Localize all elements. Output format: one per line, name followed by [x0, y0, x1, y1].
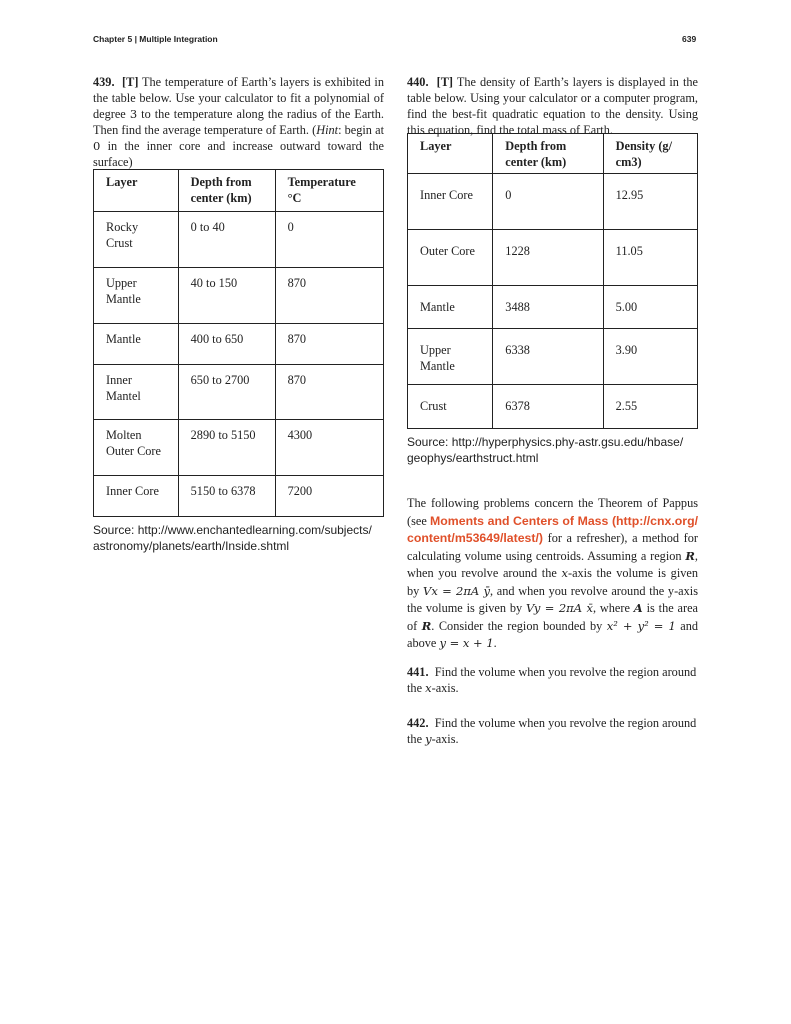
table-cell: Outer Core [408, 230, 493, 286]
table-cell: 0 [275, 212, 383, 268]
table-row [408, 286, 698, 329]
table-cell: 870 [275, 324, 383, 365]
chapter-header: Chapter 5 | Multiple Integration [93, 34, 218, 44]
exercise-440 [407, 74, 698, 138]
table-row [94, 268, 384, 324]
hint: Hint [316, 123, 339, 137]
source-440: Source: http://hyperphysics.phy-astr.gsu.edu/hbase/ geophys/earthstruct.html [407, 435, 684, 465]
table-cell: Inner Core [94, 476, 179, 517]
table-cell: 2890 to 5150 [178, 420, 275, 476]
exercise-number: 442. [407, 716, 429, 730]
table-cell: Molten Outer Core [94, 420, 179, 476]
table-cell: 6338 [493, 329, 603, 385]
table-cell: Upper Mantle [94, 268, 179, 324]
moments-link[interactable]: Moments and Centers of Mass (http://cnx.org/ content/m53649/latest/) [407, 513, 699, 545]
text: Find the volume when you revolve the region around the [407, 665, 697, 695]
table-cell: Crust [408, 385, 493, 429]
math: 0 [93, 139, 101, 153]
text: -axis. [431, 681, 459, 695]
table-cell: Inner Core [408, 174, 493, 230]
temperature-table [93, 169, 384, 517]
table-cell: Mantle [408, 286, 493, 329]
math: x [425, 681, 432, 695]
table-cell: Inner Mantel [94, 365, 179, 420]
page-number: 639 [682, 34, 697, 44]
table-cell: 40 to 150 [178, 268, 275, 324]
table-row [94, 324, 384, 365]
math: x² + y² = 1 [606, 618, 676, 633]
text: : begin at [338, 123, 384, 137]
table-cell: Rocky Crust [94, 212, 179, 268]
math: x [561, 566, 568, 580]
math: y = x + 1 [439, 636, 494, 650]
source-439: Source: http://www.enchantedlearning.com/subjects/ astronomy/planets/earth/Inside.shtml [93, 523, 372, 553]
math: y [425, 732, 432, 746]
table-cell: 5150 to 6378 [178, 476, 275, 517]
text: is the area of [407, 601, 698, 633]
math: R [685, 548, 695, 563]
table-row [408, 329, 698, 385]
table-cell: 12.95 [603, 174, 697, 230]
column-header: Temperature °C [275, 170, 383, 212]
text: The density of Earth’s layers is displayed in the table below. Using your calculator or a computer program, find the best-fit quadratic equation to the density. Using this equation, find the total mass of Earth. [407, 75, 699, 137]
text: and above [407, 618, 699, 650]
table-cell: 2.55 [603, 385, 697, 429]
table-cell: 3488 [493, 286, 603, 329]
math: 3 [129, 107, 138, 121]
table-row [408, 174, 698, 230]
table-row [94, 420, 384, 476]
table-cell: 3.90 [603, 329, 697, 385]
column-header: Density (g/ cm3) [603, 134, 697, 174]
column-header: Depth from center (km) [493, 134, 603, 174]
pappus-intro [407, 495, 698, 653]
text: , when you revolve around the [407, 548, 698, 580]
text: , and when you revolve around the y-axis the volume is given by [407, 583, 698, 615]
exercise-number: 441. [407, 665, 429, 679]
text: -axis the volume is given by [407, 566, 698, 598]
table-cell: 5.00 [603, 286, 697, 329]
table-cell: 0 [493, 174, 603, 230]
exercise-439 [93, 74, 384, 170]
column-header: Layer [408, 134, 493, 174]
density-table [407, 133, 698, 429]
text: for a refresher), a method for calculating volume using centroids. Assuming a region [407, 531, 698, 563]
text: . [493, 636, 497, 650]
column-header: Depth from center (km) [178, 170, 275, 212]
table-cell: 0 to 40 [178, 212, 275, 268]
table-cell: 6378 [493, 385, 603, 429]
text: The following problems concern the Theorem of Pappus (see [407, 496, 698, 528]
header-row [408, 134, 698, 174]
text: The temperature of Earth’s layers is exhibited in the table below. Use your calculator to fit a polynomial of degree [93, 75, 384, 121]
exercise-number: 439. [93, 75, 115, 89]
table-cell: 400 to 650 [178, 324, 275, 365]
table-row [94, 212, 384, 268]
tag: [T] [122, 75, 139, 89]
table-cell: 870 [275, 268, 383, 324]
table-row [408, 230, 698, 286]
math: Vx = 2πA ȳ [423, 583, 490, 598]
table-row [94, 476, 384, 517]
exercise-number: 440. [407, 75, 429, 89]
text: in the inner core and increase outward toward the surface) [93, 139, 385, 169]
table-cell: 1228 [493, 230, 603, 286]
math: R [421, 618, 432, 633]
text: to the temperature along the radius of the Earth. Then find the average temperature of Earth. ( [93, 107, 385, 137]
header-row [94, 170, 384, 212]
tag: [T] [436, 75, 453, 89]
table-cell: 870 [275, 365, 383, 420]
exercise-442 [407, 715, 698, 747]
table-cell: 7200 [275, 476, 383, 517]
table-cell: Upper Mantle [408, 329, 493, 385]
column-header: Layer [94, 170, 179, 212]
table-cell: 650 to 2700 [178, 365, 275, 420]
text: , where [592, 601, 630, 615]
text: -axis. [431, 732, 459, 746]
text: Find the volume when you revolve the region around the [407, 716, 697, 746]
table-cell: 4300 [275, 420, 383, 476]
table-row [94, 365, 384, 420]
math: A [633, 601, 643, 615]
table-cell: Mantle [94, 324, 179, 365]
table-cell: 11.05 [603, 230, 697, 286]
text: . Consider the region bounded by [431, 618, 603, 633]
exercise-441 [407, 664, 698, 696]
table-row [408, 385, 698, 429]
math: Vy = 2πA x̄ [526, 601, 593, 615]
